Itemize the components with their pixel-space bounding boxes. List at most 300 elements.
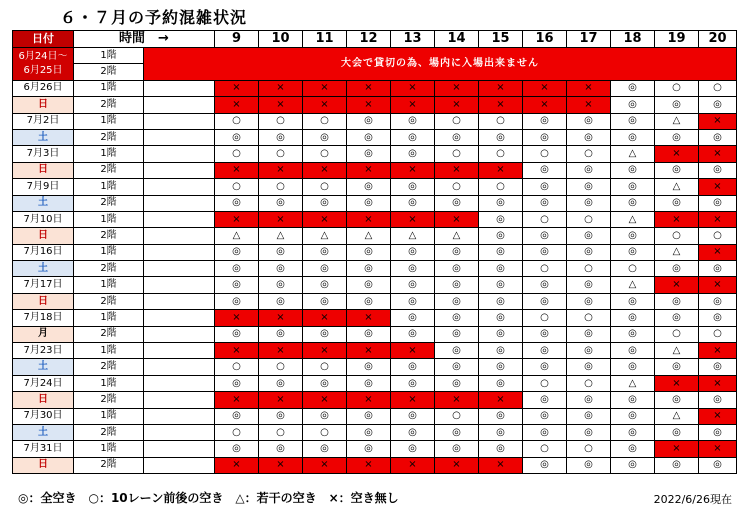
availability-cell: △ bbox=[347, 228, 391, 244]
table-row bbox=[13, 179, 737, 195]
availability-cell: ○ bbox=[259, 424, 303, 440]
table-row bbox=[13, 375, 737, 391]
availability-cell: ◎ bbox=[347, 129, 391, 145]
table-row bbox=[13, 392, 737, 408]
availability-cell: △ bbox=[259, 228, 303, 244]
availability-cell: × bbox=[523, 80, 567, 96]
header-row bbox=[13, 31, 737, 48]
availability-cell: ◎ bbox=[347, 326, 391, 342]
availability-cell: ◎ bbox=[347, 261, 391, 277]
availability-cell: × bbox=[391, 343, 435, 359]
availability-cell: ◎ bbox=[479, 211, 523, 227]
hour-header: 13 bbox=[391, 31, 435, 48]
availability-cell: ◎ bbox=[259, 293, 303, 309]
availability-cell: ◎ bbox=[611, 359, 655, 375]
time-header: 時間 → bbox=[74, 31, 215, 48]
availability-cell: ◎ bbox=[611, 457, 655, 473]
availability-cell: ◎ bbox=[391, 424, 435, 440]
availability-cell: ◎ bbox=[259, 441, 303, 457]
floor-cell: 2階 bbox=[74, 162, 144, 178]
floor-cell: 2階 bbox=[74, 228, 144, 244]
floor-cell: 1階 bbox=[74, 277, 144, 293]
floor-cell: 2階 bbox=[74, 129, 144, 145]
spacer-cell bbox=[144, 424, 215, 440]
availability-cell: ◎ bbox=[435, 326, 479, 342]
availability-cell: ◎ bbox=[699, 392, 737, 408]
availability-cell: ○ bbox=[699, 326, 737, 342]
availability-cell: × bbox=[655, 146, 699, 162]
availability-cell: ◎ bbox=[479, 326, 523, 342]
availability-cell: △ bbox=[655, 179, 699, 195]
spacer-cell bbox=[144, 195, 215, 211]
availability-cell: △ bbox=[655, 408, 699, 424]
availability-cell: ◎ bbox=[699, 97, 737, 113]
availability-cell: × bbox=[655, 375, 699, 391]
availability-cell: × bbox=[699, 113, 737, 129]
table-row bbox=[13, 326, 737, 342]
floor-cell: 2階 bbox=[74, 392, 144, 408]
availability-cell: ○ bbox=[567, 146, 611, 162]
availability-cell: ◎ bbox=[347, 146, 391, 162]
availability-cell: ○ bbox=[479, 146, 523, 162]
table-row bbox=[13, 146, 737, 162]
availability-cell: ◎ bbox=[347, 244, 391, 260]
spacer-cell bbox=[144, 293, 215, 309]
availability-cell: ◎ bbox=[611, 293, 655, 309]
hour-header: 15 bbox=[479, 31, 523, 48]
availability-cell: △ bbox=[435, 228, 479, 244]
availability-cell: × bbox=[215, 162, 259, 178]
availability-cell: ◎ bbox=[347, 277, 391, 293]
reservation-table bbox=[12, 30, 737, 474]
availability-cell: ◎ bbox=[523, 113, 567, 129]
availability-cell: ◎ bbox=[435, 129, 479, 145]
availability-cell: ◎ bbox=[611, 179, 655, 195]
floor-cell: 1階 bbox=[74, 244, 144, 260]
spacer-cell bbox=[144, 392, 215, 408]
availability-cell: × bbox=[347, 457, 391, 473]
availability-cell: ◎ bbox=[655, 392, 699, 408]
spacer-cell bbox=[144, 113, 215, 129]
availability-cell: × bbox=[391, 80, 435, 96]
availability-cell: ◎ bbox=[655, 195, 699, 211]
table-row bbox=[13, 441, 737, 457]
date-cell: 7月10日 bbox=[13, 211, 74, 227]
availability-cell: ◎ bbox=[479, 293, 523, 309]
date-cell: 7月17日 bbox=[13, 277, 74, 293]
availability-cell: × bbox=[655, 211, 699, 227]
availability-cell: ◎ bbox=[567, 129, 611, 145]
availability-cell: ◎ bbox=[479, 195, 523, 211]
spacer-cell bbox=[144, 457, 215, 473]
availability-cell: ○ bbox=[259, 359, 303, 375]
availability-cell: ○ bbox=[655, 326, 699, 342]
availability-cell: ◎ bbox=[347, 293, 391, 309]
availability-cell: ○ bbox=[259, 179, 303, 195]
spacer-cell bbox=[144, 129, 215, 145]
availability-cell: ◎ bbox=[435, 310, 479, 326]
availability-cell: ◎ bbox=[523, 457, 567, 473]
floor-cell: 1階 bbox=[74, 310, 144, 326]
availability-cell: × bbox=[347, 343, 391, 359]
table-row bbox=[13, 261, 737, 277]
availability-cell: × bbox=[215, 80, 259, 96]
availability-cell: × bbox=[655, 277, 699, 293]
hour-header: 17 bbox=[567, 31, 611, 48]
availability-cell: ◎ bbox=[567, 179, 611, 195]
table-row bbox=[13, 211, 737, 227]
availability-cell: × bbox=[699, 277, 737, 293]
availability-cell: ○ bbox=[215, 179, 259, 195]
availability-cell: ◎ bbox=[699, 310, 737, 326]
availability-cell: ◎ bbox=[303, 326, 347, 342]
date-cell: 7月23日 bbox=[13, 343, 74, 359]
availability-cell: × bbox=[435, 80, 479, 96]
availability-cell: ○ bbox=[567, 375, 611, 391]
availability-cell: ◎ bbox=[391, 375, 435, 391]
table-row bbox=[13, 293, 737, 309]
availability-cell: × bbox=[567, 97, 611, 113]
availability-cell: △ bbox=[655, 244, 699, 260]
availability-cell: ◎ bbox=[303, 375, 347, 391]
spacer-cell bbox=[144, 441, 215, 457]
availability-cell: × bbox=[259, 310, 303, 326]
availability-cell: ◎ bbox=[391, 359, 435, 375]
availability-cell: × bbox=[699, 408, 737, 424]
availability-cell: ◎ bbox=[479, 310, 523, 326]
table-row bbox=[13, 228, 737, 244]
availability-cell: ◎ bbox=[523, 326, 567, 342]
availability-cell: × bbox=[435, 162, 479, 178]
availability-cell: ○ bbox=[435, 146, 479, 162]
availability-cell: ◎ bbox=[303, 293, 347, 309]
availability-cell: ◎ bbox=[699, 261, 737, 277]
availability-cell: ○ bbox=[567, 310, 611, 326]
availability-cell: ◎ bbox=[479, 261, 523, 277]
floor-cell: 2階 bbox=[74, 64, 144, 80]
availability-cell: ◎ bbox=[347, 195, 391, 211]
availability-cell: ○ bbox=[215, 359, 259, 375]
availability-cell: × bbox=[215, 310, 259, 326]
availability-cell: ○ bbox=[259, 113, 303, 129]
availability-cell: ◎ bbox=[391, 179, 435, 195]
floor-cell: 2階 bbox=[74, 97, 144, 113]
availability-cell: ◎ bbox=[655, 424, 699, 440]
floor-cell: 2階 bbox=[74, 261, 144, 277]
spacer-cell bbox=[144, 261, 215, 277]
availability-cell: × bbox=[479, 457, 523, 473]
availability-cell: ◎ bbox=[303, 441, 347, 457]
spacer-cell bbox=[144, 408, 215, 424]
availability-cell: ◎ bbox=[567, 359, 611, 375]
spacer-cell bbox=[144, 228, 215, 244]
availability-cell: × bbox=[347, 392, 391, 408]
availability-cell: ◎ bbox=[215, 261, 259, 277]
floor-cell: 1階 bbox=[74, 408, 144, 424]
availability-cell: ◎ bbox=[303, 408, 347, 424]
availability-cell: ◎ bbox=[699, 424, 737, 440]
availability-cell: ◎ bbox=[479, 375, 523, 391]
availability-cell: ◎ bbox=[435, 293, 479, 309]
availability-cell: ◎ bbox=[523, 392, 567, 408]
availability-cell: × bbox=[303, 392, 347, 408]
availability-cell: ◎ bbox=[391, 441, 435, 457]
availability-cell: ◎ bbox=[523, 195, 567, 211]
date-cell: 7月2日 bbox=[13, 113, 74, 129]
availability-cell: × bbox=[479, 97, 523, 113]
availability-cell: ◎ bbox=[215, 408, 259, 424]
availability-cell: ◎ bbox=[523, 424, 567, 440]
availability-cell: ◎ bbox=[215, 293, 259, 309]
floor-cell: 2階 bbox=[74, 326, 144, 342]
date-cell: 7月3日 bbox=[13, 146, 74, 162]
availability-cell: ○ bbox=[259, 146, 303, 162]
availability-cell: ◎ bbox=[479, 343, 523, 359]
availability-cell: × bbox=[699, 375, 737, 391]
availability-cell: ◎ bbox=[699, 195, 737, 211]
availability-cell: ○ bbox=[523, 146, 567, 162]
spacer-cell bbox=[144, 97, 215, 113]
floor-cell: 1階 bbox=[74, 211, 144, 227]
availability-cell: × bbox=[347, 97, 391, 113]
availability-cell: ◎ bbox=[391, 261, 435, 277]
floor-cell: 1階 bbox=[74, 375, 144, 391]
availability-cell: ◎ bbox=[303, 277, 347, 293]
table-row bbox=[13, 244, 737, 260]
date-cell: 7月18日 bbox=[13, 310, 74, 326]
table-row bbox=[13, 129, 737, 145]
availability-cell: × bbox=[259, 343, 303, 359]
availability-cell: × bbox=[347, 162, 391, 178]
availability-cell: ◎ bbox=[611, 441, 655, 457]
hour-header: 9 bbox=[215, 31, 259, 48]
table-row bbox=[13, 359, 737, 375]
spacer-cell bbox=[144, 359, 215, 375]
availability-cell: ○ bbox=[611, 261, 655, 277]
floor-cell: 2階 bbox=[74, 359, 144, 375]
spacer-cell bbox=[144, 162, 215, 178]
hour-header: 11 bbox=[303, 31, 347, 48]
availability-cell: △ bbox=[611, 146, 655, 162]
availability-cell: ◎ bbox=[523, 408, 567, 424]
spacer-cell bbox=[144, 277, 215, 293]
availability-cell: ◎ bbox=[611, 228, 655, 244]
availability-cell: ○ bbox=[567, 261, 611, 277]
availability-cell: ◎ bbox=[611, 113, 655, 129]
availability-cell: ◎ bbox=[611, 80, 655, 96]
floor-cell: 1階 bbox=[74, 343, 144, 359]
availability-cell: ◎ bbox=[391, 293, 435, 309]
availability-cell: ◎ bbox=[611, 195, 655, 211]
hour-header: 14 bbox=[435, 31, 479, 48]
availability-cell: × bbox=[699, 179, 737, 195]
floor-cell: 2階 bbox=[74, 457, 144, 473]
availability-cell: ◎ bbox=[699, 293, 737, 309]
availability-cell: ◎ bbox=[215, 244, 259, 260]
availability-cell: ◎ bbox=[523, 244, 567, 260]
availability-cell: ○ bbox=[699, 228, 737, 244]
availability-cell: × bbox=[435, 97, 479, 113]
weekday-cell: 月 bbox=[13, 326, 74, 342]
availability-cell: ◎ bbox=[259, 244, 303, 260]
availability-cell: ◎ bbox=[611, 408, 655, 424]
availability-cell: ○ bbox=[303, 146, 347, 162]
availability-cell: ◎ bbox=[347, 359, 391, 375]
floor-cell: 1階 bbox=[74, 179, 144, 195]
availability-cell: ◎ bbox=[611, 424, 655, 440]
date-cell: 6月26日 bbox=[13, 80, 74, 96]
availability-cell: ◎ bbox=[435, 441, 479, 457]
availability-cell: ◎ bbox=[567, 195, 611, 211]
availability-cell: ○ bbox=[303, 113, 347, 129]
availability-cell: △ bbox=[215, 228, 259, 244]
availability-cell: × bbox=[655, 441, 699, 457]
availability-cell: ◎ bbox=[347, 424, 391, 440]
availability-cell: ◎ bbox=[523, 343, 567, 359]
availability-cell: ○ bbox=[523, 211, 567, 227]
availability-cell: × bbox=[699, 343, 737, 359]
availability-cell: ◎ bbox=[347, 441, 391, 457]
availability-cell: ◎ bbox=[523, 359, 567, 375]
date-cell: 7月31日 bbox=[13, 441, 74, 457]
floor-cell: 1階 bbox=[74, 113, 144, 129]
availability-cell: × bbox=[699, 441, 737, 457]
date-cell: 7月16日 bbox=[13, 244, 74, 260]
availability-cell: ◎ bbox=[611, 310, 655, 326]
weekday-cell: 土 bbox=[13, 261, 74, 277]
availability-cell: × bbox=[391, 211, 435, 227]
availability-cell: ◎ bbox=[391, 326, 435, 342]
availability-cell: × bbox=[303, 97, 347, 113]
floor-cell: 2階 bbox=[74, 424, 144, 440]
availability-cell: × bbox=[567, 80, 611, 96]
availability-cell: ◎ bbox=[567, 343, 611, 359]
table-row bbox=[13, 408, 737, 424]
hour-header: 16 bbox=[523, 31, 567, 48]
availability-cell: ○ bbox=[215, 113, 259, 129]
spacer-cell bbox=[144, 211, 215, 227]
availability-cell: ◎ bbox=[435, 375, 479, 391]
availability-cell: ◎ bbox=[479, 408, 523, 424]
availability-cell: ◎ bbox=[523, 293, 567, 309]
availability-cell: ◎ bbox=[611, 244, 655, 260]
page-title: ６・７月の予約混雑状況 bbox=[60, 8, 248, 27]
availability-cell: ◎ bbox=[435, 277, 479, 293]
availability-cell: ◎ bbox=[567, 277, 611, 293]
closure-banner: 大会で貸切の為、場内に入場出来ません bbox=[144, 48, 737, 81]
weekday-cell: 日 bbox=[13, 97, 74, 113]
availability-cell: ◎ bbox=[435, 343, 479, 359]
availability-cell: × bbox=[391, 392, 435, 408]
availability-cell: ◎ bbox=[567, 326, 611, 342]
availability-cell: ○ bbox=[523, 310, 567, 326]
floor-cell: 1階 bbox=[74, 80, 144, 96]
availability-cell: ◎ bbox=[699, 162, 737, 178]
table-row bbox=[13, 457, 737, 473]
availability-cell: ○ bbox=[303, 179, 347, 195]
availability-cell: ◎ bbox=[303, 195, 347, 211]
availability-cell: ◎ bbox=[567, 162, 611, 178]
floor-cell: 1階 bbox=[74, 48, 144, 64]
hour-header: 18 bbox=[611, 31, 655, 48]
availability-cell: ○ bbox=[523, 261, 567, 277]
table-row bbox=[13, 97, 737, 113]
table-row bbox=[13, 277, 737, 293]
table-row bbox=[13, 48, 737, 64]
availability-cell: ◎ bbox=[611, 129, 655, 145]
availability-cell: ◎ bbox=[523, 162, 567, 178]
availability-cell: × bbox=[699, 211, 737, 227]
hour-header: 19 bbox=[655, 31, 699, 48]
availability-cell: ◎ bbox=[699, 359, 737, 375]
availability-cell: ◎ bbox=[391, 113, 435, 129]
floor-cell: 2階 bbox=[74, 293, 144, 309]
hour-header: 20 bbox=[699, 31, 737, 48]
availability-cell: ◎ bbox=[611, 392, 655, 408]
availability-cell: ◎ bbox=[655, 261, 699, 277]
floor-cell: 2階 bbox=[74, 195, 144, 211]
availability-cell: ○ bbox=[567, 211, 611, 227]
weekday-cell: 日 bbox=[13, 293, 74, 309]
availability-cell: ◎ bbox=[259, 129, 303, 145]
spacer-cell bbox=[144, 146, 215, 162]
availability-cell: ◎ bbox=[699, 457, 737, 473]
availability-cell: ◎ bbox=[479, 244, 523, 260]
availability-cell: ◎ bbox=[215, 441, 259, 457]
spacer-cell bbox=[144, 80, 215, 96]
table-row bbox=[13, 424, 737, 440]
date-cell: 7月24日 bbox=[13, 375, 74, 391]
date-cell: 7月9日 bbox=[13, 179, 74, 195]
availability-cell: ◎ bbox=[259, 195, 303, 211]
availability-cell: × bbox=[303, 457, 347, 473]
availability-cell: × bbox=[215, 392, 259, 408]
availability-cell: ◎ bbox=[479, 277, 523, 293]
availability-cell: × bbox=[699, 244, 737, 260]
availability-cell: ◎ bbox=[611, 343, 655, 359]
availability-cell: × bbox=[259, 162, 303, 178]
weekday-cell: 日 bbox=[13, 457, 74, 473]
availability-cell: × bbox=[259, 97, 303, 113]
availability-cell: ◎ bbox=[479, 424, 523, 440]
availability-cell: ◎ bbox=[699, 129, 737, 145]
availability-cell: ○ bbox=[479, 113, 523, 129]
availability-cell: ◎ bbox=[215, 277, 259, 293]
table-row bbox=[13, 343, 737, 359]
availability-cell: ◎ bbox=[611, 326, 655, 342]
weekday-cell: 日 bbox=[13, 228, 74, 244]
availability-cell: ◎ bbox=[611, 162, 655, 178]
availability-cell: × bbox=[391, 162, 435, 178]
availability-cell: ◎ bbox=[435, 195, 479, 211]
availability-cell: ◎ bbox=[215, 129, 259, 145]
availability-cell: × bbox=[479, 80, 523, 96]
availability-cell: ○ bbox=[699, 80, 737, 96]
availability-cell: × bbox=[347, 310, 391, 326]
availability-cell: ◎ bbox=[303, 244, 347, 260]
availability-cell: × bbox=[699, 146, 737, 162]
availability-cell: ◎ bbox=[391, 408, 435, 424]
availability-cell: ◎ bbox=[347, 179, 391, 195]
availability-cell: ◎ bbox=[655, 97, 699, 113]
availability-cell: ◎ bbox=[259, 408, 303, 424]
as-of-date: 2022/6/26現在 bbox=[653, 493, 732, 506]
availability-cell: ◎ bbox=[479, 359, 523, 375]
availability-cell: × bbox=[215, 343, 259, 359]
availability-cell: ○ bbox=[303, 359, 347, 375]
availability-cell: ◎ bbox=[567, 228, 611, 244]
availability-cell: △ bbox=[655, 343, 699, 359]
